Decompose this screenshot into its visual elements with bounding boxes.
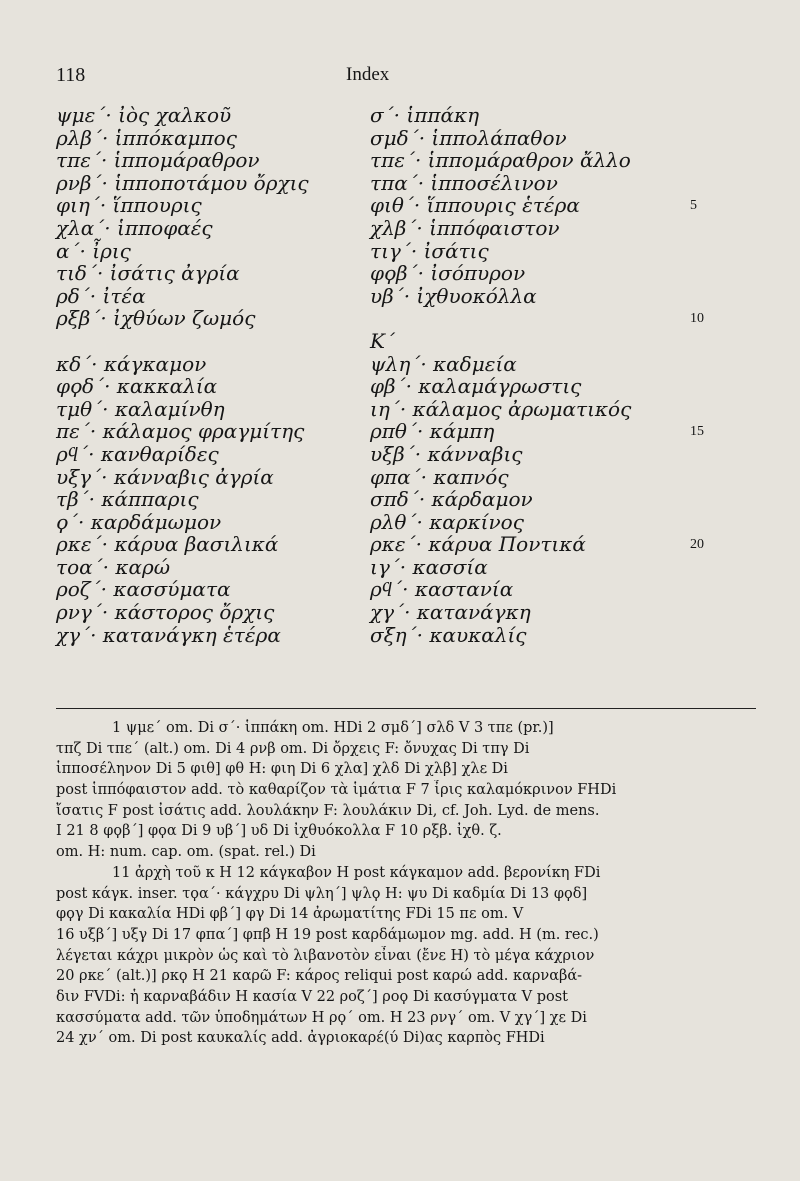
index-entry: ρκε΄· κάρυα Ποντικά	[370, 532, 586, 557]
apparatus-line: 20 ρκε΄ (alt.)] ρκϙ H 21 καρῶ F: κάρος reliqui post καρώ add. καρναβά-	[56, 968, 583, 985]
index-entry: τπε΄· ἱππομάραθρον	[56, 148, 260, 173]
apparatus-line: post κάγκ. inser. τϙα΄· κάγχρυ Di ψλη΄] ψλϙ H: ψυ Di καδμία Di 13 φϙδ]	[56, 885, 588, 902]
apparatus-line: 1 ψμε΄ om. Di σ΄· ἱππάκη om. HDi 2 σμδ΄] σλδ V 3 τπε (pr.)]	[112, 720, 554, 736]
index-entry: φπα΄· καπνός	[370, 464, 509, 489]
index-entry: φιη΄· ἵππουρις	[56, 193, 202, 218]
apparatus-line: 24 χν΄ om. Di post καυκαλίς add. ἀγριοκαρέ(ύ Di)ας καρπὸς FHDi	[56, 1030, 545, 1047]
line-number: 15	[690, 424, 704, 440]
index-column-right	[370, 104, 700, 646]
index-entry: υξβ΄· κάνναβις	[370, 441, 523, 466]
apparatus-line: ἴσατις F post ἰσάτις add. λουλάκην F: λουλάκιν Di, cf. Joh. Lyd. de mens.	[56, 802, 600, 819]
index-entry: τπα΄· ἱπποσέλινον	[370, 170, 558, 195]
index-entry: ρνβ΄· ἱπποποτάμου ὄρχις	[56, 170, 309, 195]
index-entry: χγ΄· κατανάγκη ἑτέρα	[56, 622, 281, 647]
apparatus-line: ἱπποσέληνον Di 5 φιθ] φθ H: φιη Di 6 χλα] χλδ Di χλβ] χλε Di	[56, 761, 508, 778]
index-entry: χλβ΄· ἱππόφαιστον	[370, 215, 560, 240]
index-entry: σπδ΄· κάρδαμον	[370, 487, 533, 512]
index-entry: σξη΄· καυκαλίς	[370, 622, 527, 647]
apparatus-line: φϙγ Di κακαλία HDi φβ΄] φγ Di 14 ἀρωματίτης FDi 15 πε om. V	[56, 906, 524, 923]
index-entry: ροζ΄· κασσύματα	[56, 577, 231, 602]
index-entry: σ΄· ἱππάκη	[370, 103, 480, 127]
apparatus-line: λέγεται κάχρι μικρὸν ὡς καὶ τὸ λιβανοτὸν εἶναι (ἔνε H) τὸ μέγα κάχριον	[56, 947, 595, 964]
index-entry: υξγ΄· κάνναβις ἀγρία	[56, 464, 274, 489]
index-entry: φϙβ΄· ἰσόπυρον	[370, 261, 526, 286]
page-number: 118	[56, 64, 86, 86]
index-entry: υβ΄· ἰχθυοκόλλα	[370, 283, 537, 308]
apparatus-line: 16 υξβ΄] υξγ Di 17 φπα΄] φπβ H 19 post καρδάμωμον mg. add. H (m. rec.)	[56, 926, 599, 943]
index-entry: ρξβ΄· ἰχθύων ζωμός	[56, 306, 256, 331]
index-entry: πε΄· κάλαμος φραγμίτης	[56, 419, 305, 444]
apparatus-line: τπζ Di τπε΄ (alt.) om. Di 4 ρνβ om. Di ὄρχεις F: ὄνυχας Di τπγ Di	[56, 740, 530, 757]
index-entry: α΄· ἶρις	[56, 238, 131, 263]
index-entry: φιθ΄· ἵππουρις ἑτέρα	[370, 193, 580, 218]
index-entry: κδ΄· κάγκαμον	[56, 351, 207, 376]
apparatus-line: I 21 8 φϙβ΄] φϙα Di 9 υβ΄] υδ Di ἰχθυόκολλα F 10 ρξβ. ἰχθ. ζ.	[56, 823, 502, 840]
apparatus-line: διν FVDi: ἡ καρναβάδιν H κασία V 22 ροζ΄] ροϙ Di κασύγματα V post	[56, 988, 568, 1005]
section-gap	[370, 307, 700, 330]
line-number: 10	[690, 311, 704, 327]
line-number: 5	[690, 198, 697, 214]
index-entry: φβ΄· καλαμάγρωστις	[370, 374, 582, 399]
index-entry: ρϥ΄· κανθαρίδες	[56, 441, 219, 466]
running-head: Index	[346, 64, 390, 85]
index-entry: ρνγ΄· κάστορος ὄρχις	[56, 600, 275, 625]
section-letter-heading: Κ΄	[370, 328, 395, 353]
index-entry: ψλη΄· καδμεία	[370, 351, 517, 376]
index-entry: ρλθ΄· καρκίνος	[370, 509, 524, 534]
index-entry: χγ΄· κατανάγκη	[370, 600, 531, 625]
line-number: 20	[690, 537, 704, 553]
apparatus-line: om. H: num. cap. om. (spat. rel.) Di	[56, 844, 316, 861]
index-entry: τιδ΄· ἰσάτις ἀγρία	[56, 261, 240, 286]
index-entry: χλα΄· ἱπποφαές	[56, 215, 213, 240]
index-entry: ψμε΄· ἰὸς χαλκοῦ	[56, 103, 232, 127]
index-entry: ιη΄· κάλαμος ἀρωματικός	[370, 396, 632, 421]
index-entry: ρπθ΄· κάμπη	[370, 419, 495, 444]
index-entry: τβ΄· κάππαρις	[56, 487, 199, 512]
section-gap	[56, 330, 356, 353]
apparatus-line: 11 ἀρχὴ τοῦ κ H 12 κάγκαβον H post κάγκαμον add. βερονίκη FDi	[112, 864, 601, 881]
index-entry: ρκε΄· κάρυα βασιλικά	[56, 532, 279, 557]
index-entry: τοα΄· καρώ	[56, 554, 171, 579]
apparatus-line: post ἱππόφαιστον add. τὸ καθαρίζον τὰ ἱμάτια F 7 ἶρις καλαμόκρινον FHDi	[56, 782, 617, 799]
index-entry: σμδ΄· ἱππολάπαθον	[370, 125, 567, 150]
index-entry: τιγ΄· ἰσάτις	[370, 238, 489, 263]
index-column-left	[56, 104, 356, 646]
index-entry: ρλβ΄· ἱππόκαμπος	[56, 125, 237, 150]
index-entry: τμθ΄· καλαμίνθη	[56, 396, 225, 421]
apparatus-line: κασσύματα add. τῶν ὑποδημάτων H ρϙ΄ om. H 23 ρνγ΄ om. V χγ΄] χε Di	[56, 1009, 587, 1026]
page-header	[0, 64, 800, 88]
apparatus-divider	[56, 708, 756, 709]
index-entry: ρδ΄· ἰτέα	[56, 283, 146, 308]
critical-apparatus	[56, 718, 756, 1049]
index-entry: φϙδ΄· κακκαλία	[56, 374, 218, 399]
index-entry: ιγ΄· κασσία	[370, 554, 488, 579]
index-entry: τπε΄· ἱππομάραθρον ἄλλο	[370, 148, 631, 173]
index-entry: ϙ΄· καρδάμωμον	[56, 509, 222, 534]
index-entry: ρϥ΄· καστανία	[370, 577, 514, 602]
